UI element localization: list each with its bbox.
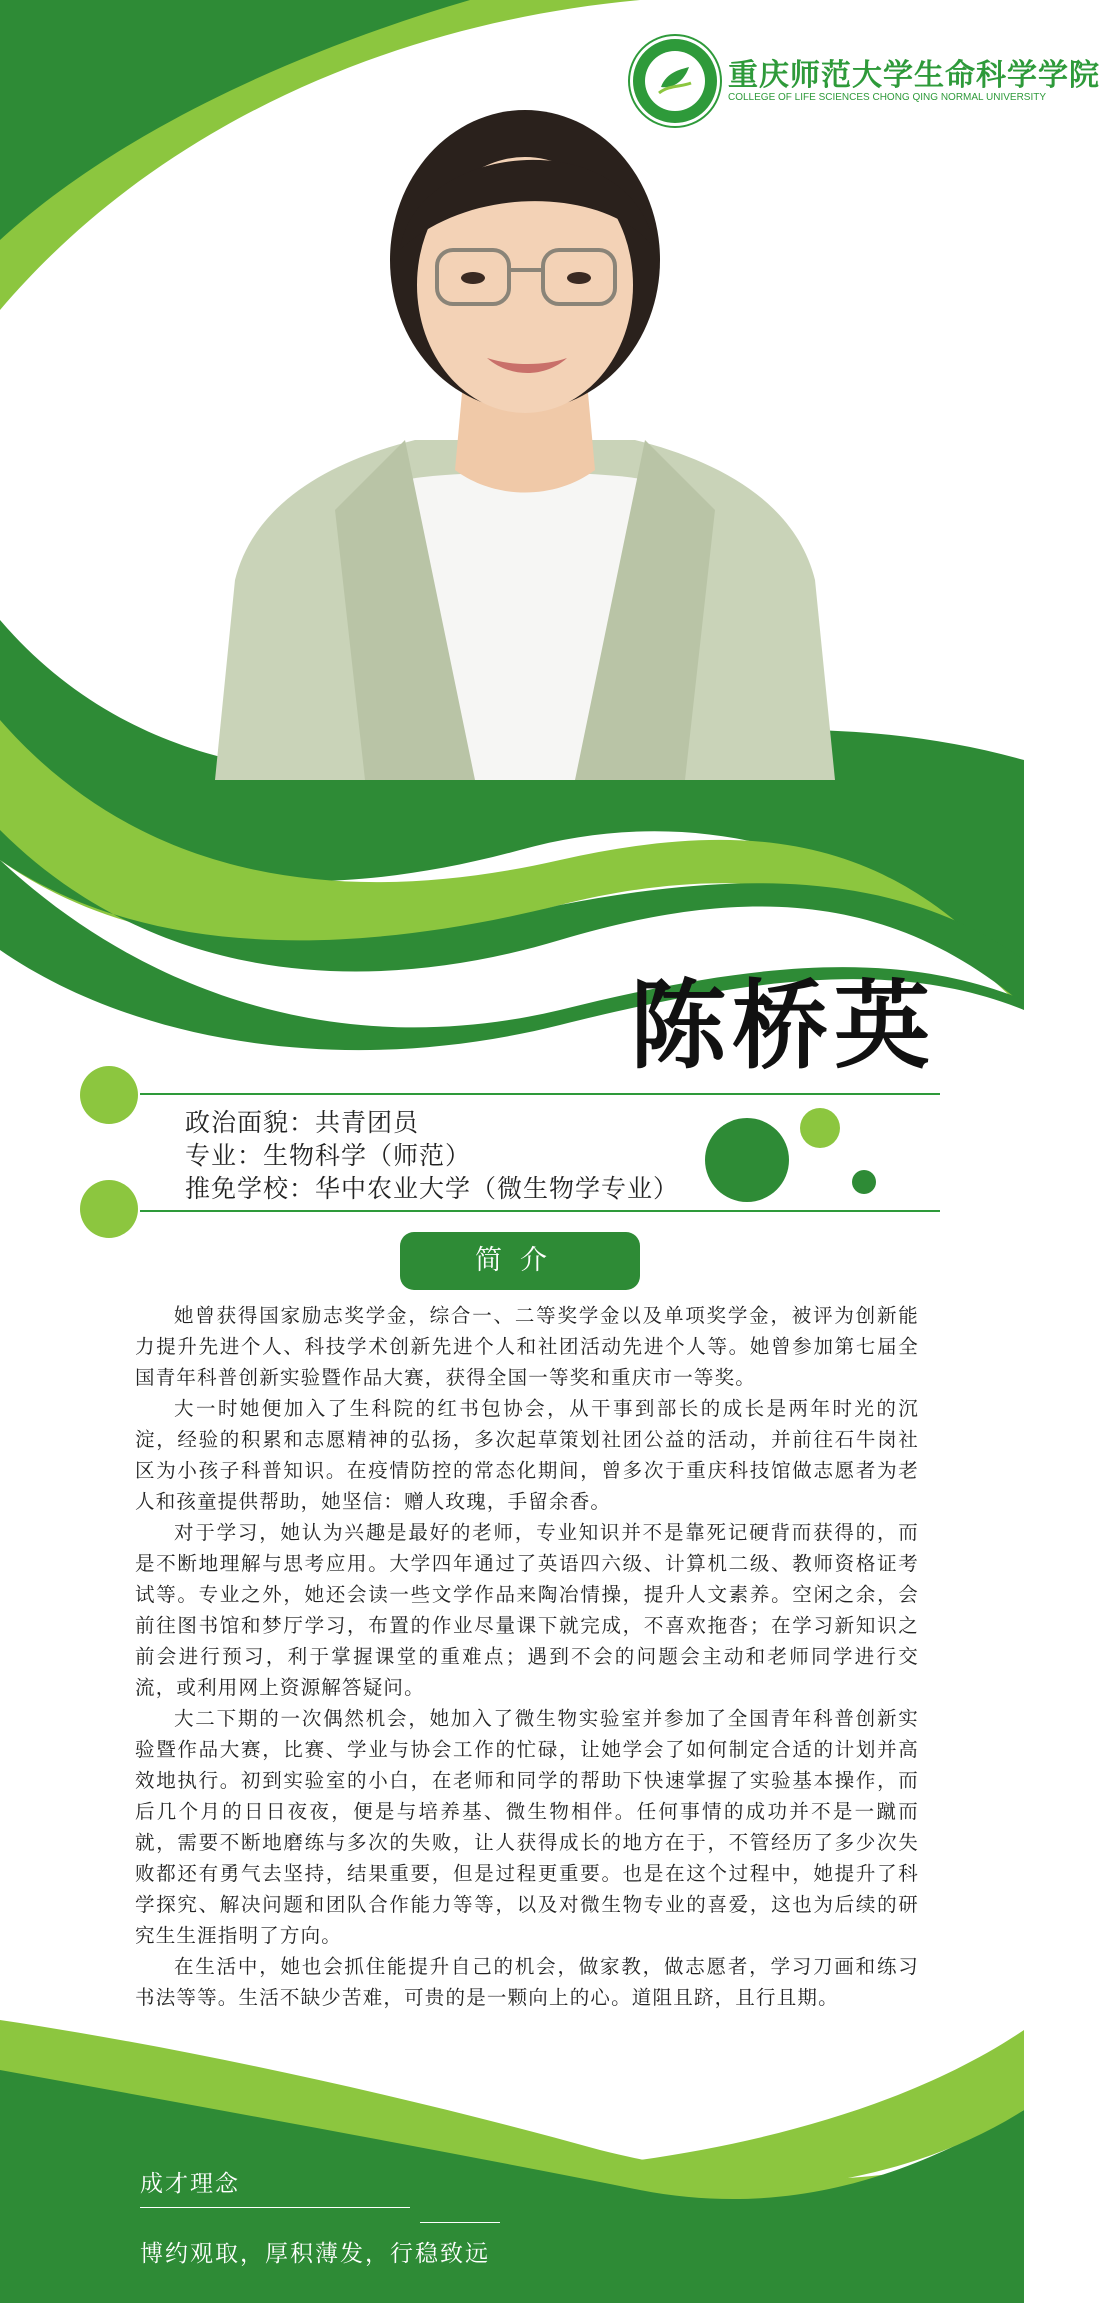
motto-label: 成才理念 [140,2171,240,2197]
decor-dot [852,1170,876,1194]
motto-divider [140,2207,410,2208]
school-name-en: COLLEGE OF LIFE SCIENCES CHONG QING NORMAL UNIVERSITY [728,92,1047,103]
biography [135,1300,919,2013]
motto-text: 博约观取，厚积薄发，行稳致远 [140,2241,490,2267]
political-status: 政治面貌：共青团员 [185,1108,420,1137]
divider-line-top [140,1093,940,1095]
decor-dot [80,1180,138,1238]
school-name-cn: 重庆师范大学生命科学学院 [728,58,1100,93]
major: 专业：生物科学（师范） [185,1141,472,1170]
student-name: 陈桥英 [630,970,936,1082]
decor-dot [800,1108,840,1148]
decor-dot [80,1066,138,1124]
recommended-school: 推免学校：华中农业大学（微生物学专业） [185,1174,680,1203]
bio-paragraph: 对于学习，她认为兴趣是最好的老师，专业知识并不是靠死记硬背而获得的，而是不断地理解与思考应用。大学四年通过了英语四六级、计算机二级、教师资格证考试等。专业之外，她还会读一些文学作品来陶冶情操，提升人文素养。空闲之余，会前往图书馆和梦厅学习，布置的作业尽量课下就完成，不喜欢拖沓；在学习新知识之前会进行预习，利于掌握课堂的重难点；遇到不会的问题会主动和老师同学进行交流，或利用网上资源解答疑问。 [135,1521,919,1699]
bio-paragraph: 她曾获得国家励志奖学金，综合一、二等奖学金以及单项奖学金，被评为创新能力提升先进个人、科技学术创新先进个人和社团活动先进个人等。她曾参加第七届全国青年科普创新实验暨作品大赛，获得全国一等奖和重庆市一等奖。 [135,1304,919,1389]
student-portrait [215,80,835,780]
intro-heading: 简介 [400,1232,640,1290]
decor-dot [705,1118,789,1202]
bio-paragraph: 大一时她便加入了生科院的红书包协会，从干事到部长的成长是两年时光的沉淀，经验的积累和志愿精神的弘扬，多次起草策划社团公益的活动，并前往石牛岗社区为小孩子科普知识。在疫情防控的常态化期间，曾多次于重庆科技馆做志愿者为老人和孩童提供帮助，她坚信：赠人玫瑰，手留余香。 [135,1397,919,1513]
bio-paragraph: 在生活中，她也会抓住能提升自己的机会，做家教，做志愿者，学习刀画和练习书法等等。生活不缺少苦难，可贵的是一颗向上的心。道阻且跻，且行且期。 [135,1955,919,2009]
bio-paragraph: 大二下期的一次偶然机会，她加入了微生物实验室并参加了全国青年科普创新实验暨作品大赛，比赛、学业与协会工作的忙碌，让她学会了如何制定合适的计划并高效地执行。初到实验室的小白，在老师和同学的帮助下快速掌握了实验基本操作，而后几个月的日日夜夜，便是与培养基、微生物相伴。任何事情的成功并不是一蹴而就，需要不断地磨练与多次的失败，让人获得成长的地方在于，不管经历了多少次失败都还有勇气去坚持，结果重要，但是过程更重要。也是在这个过程中，她提升了科学探究、解决问题和团队合作能力等等，以及对微生物专业的喜爱，这也为后续的研究生生涯指明了方向。 [135,1707,919,1947]
motto-divider-short [420,2222,500,2223]
divider-line-bottom [140,1210,940,1212]
